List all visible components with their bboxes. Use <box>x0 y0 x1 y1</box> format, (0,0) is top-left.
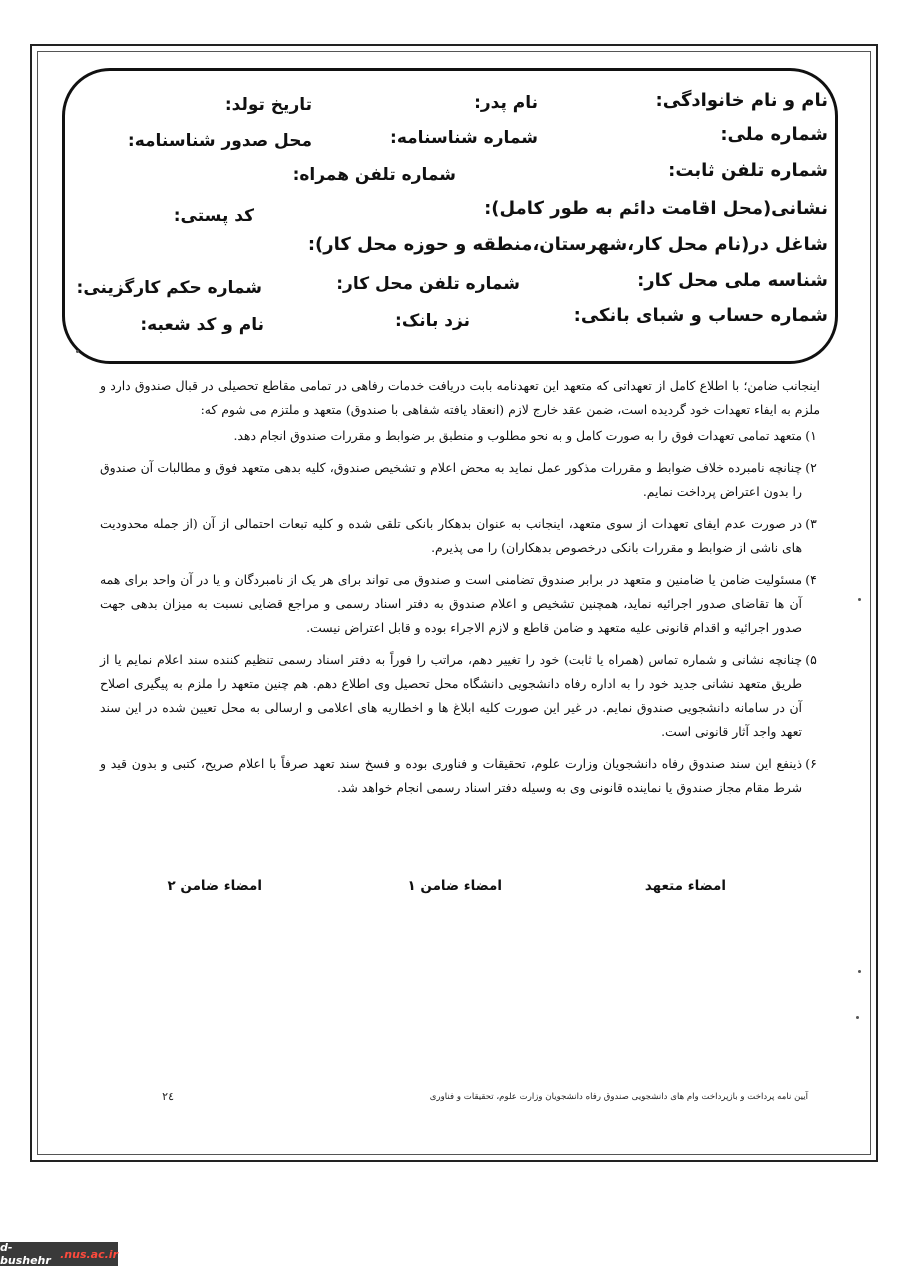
clause-number: ۴) <box>805 572 817 587</box>
footer-caption: آیین نامه پرداخت و بازپرداخت وام های دانشجویی صندوق رفاه دانشجویان وزارت علوم، تحقیقات و فناوری <box>429 1092 808 1102</box>
issue-place-label: محل صدور شناسنامه: <box>127 131 312 151</box>
clause-text: در صورت عدم ایفای تعهدات از سوی متعهد، اینجانب به عنوان بدهکار بانکی تلقی شده و کلیه تبعات احتمالی از آن (از جمله محدودیت های ناشی از ضوابط و مقررات بانکی درخصوص بدهکاران) را می پذیرم. <box>100 516 802 555</box>
scan-speck <box>856 1016 859 1019</box>
clause-6 <box>100 752 820 800</box>
mobile-label: شماره تلفن همراه: <box>292 165 456 185</box>
appointment-number-label: شماره حکم کارگزینی: <box>76 278 262 298</box>
clause-number: ۱) <box>805 428 817 443</box>
address-label: نشانی(محل اقامت دائم به طور کامل): <box>484 198 828 219</box>
clause-2 <box>100 456 820 504</box>
watermark-prefix: d-bushehr <box>0 1241 51 1267</box>
clause-text: چنانچه نامبرده خلاف ضوابط و مقررات مذکور عمل نماید به محض اعلام و تشخیص صندوق، کلیه بدهی متعهد فوق و مطالبات آن صندوق را بدون اعتراض پرداخت نمایم. <box>100 460 802 499</box>
birth-date-label: تاریخ تولد: <box>224 95 312 115</box>
watermark-domain: .nus.ac.ir <box>60 1247 118 1261</box>
clause-text: مسئولیت ضامن یا ضامنین و متعهد در برابر صندوق تضامنی است و صندوق می تواند برای هر یک از نامبردگان و یا در آن واحد برای همه آن ها تقاضای صدور اجرائیه نماید، همچنین تشخیص و اعلام صندوق به دفتر اسناد رسمی و مراجع قضایی نسبت به میزان بدهی جهت صدور اجرائیه و اقدام قانونی علیه متعهد و ضامن قاطع و لازم الاجراء بوده و قابل اعتراض نیست. <box>100 572 802 635</box>
clause-4 <box>100 568 820 640</box>
clause-text: متعهد تمامی تعهدات فوق را به صورت کامل و به نحو مطلوب و منطبق بر ضوابط و مقررات صندوق انجام دهد. <box>233 428 802 443</box>
branch-label: نام و کد شعبه: <box>140 315 264 335</box>
clause-5 <box>100 648 820 744</box>
clause-number: ۵) <box>805 652 817 667</box>
clause-number: ۳) <box>805 516 817 531</box>
guarantor2-signature-label: امضاء ضامن ۲ <box>167 878 262 894</box>
national-id-label: شماره ملی: <box>720 124 828 145</box>
clause-1 <box>100 424 820 448</box>
full-name-label: نام و نام خانوادگی: <box>655 90 828 111</box>
clause-text: چنانچه نشانی و شماره تماس (همراه یا ثابت) خود را تغییر دهم، مراتب را فوراً به دفتر اسناد رسمی تنظیم کننده سند اعلام نمایم یا از طریق متعهد نشانی جدید خود را به اداره رفاه دانشجویی دانشگاه محل تحصیل وی اطلاع دهم. هم چنین متعهد را ملزم به پیگیری اصلاح آن در سامانه دانشجویی صندوق نمایم. در غیر این صورت کلیه ابلاغ ها و اخطاریه های اعلامی و ارسالی به محل تعیین شده در این سند تعهد واجد آثار قانونی است. <box>100 652 802 739</box>
postal-code-label: کد پستی: <box>173 206 254 226</box>
obligor-signature-label: امضاء متعهد <box>644 878 726 894</box>
landline-label: شماره تلفن ثابت: <box>668 160 828 181</box>
clause-number: ۶) <box>805 756 817 771</box>
scan-speck <box>858 970 861 973</box>
id-number-label: شماره شناسنامه: <box>390 128 538 148</box>
site-watermark <box>0 1242 118 1266</box>
workplace-national-id-label: شناسه ملی محل کار: <box>637 270 828 291</box>
clause-text: ذینفع این سند صندوق رفاه دانشجویان وزارت علوم، تحقیقات و فناوری بوده و فسخ سند تعهد صرفاً با اعلام صریح، کتبی و بدون قید و شرط مقام مجاز صندوق یا نماینده قانونی وی به وسیله دفتر اسناد رسمی انجام خواهد شد. <box>100 756 802 795</box>
bank-label: نزد بانک: <box>395 311 470 331</box>
intro-paragraph: اینجانب ضامن؛ با اطلاع کامل از تعهداتی که متعهد این تعهدنامه بابت دریافت خدمات رفاهی در تمامی مقاطع تحصیلی در قبال صندوق دارد و ملزم به ایفاء تعهدات خود گردیده است، ضمن عقد خارج لازم (انعقاد یافته شفاهی با صندوق) متعهد و ملتزم می شوم که: <box>100 378 820 417</box>
guarantor1-signature-label: امضاء ضامن ۱ <box>407 878 502 894</box>
father-name-label: نام پدر: <box>474 93 538 113</box>
guarantor-commitment-text <box>100 374 820 808</box>
clause-3 <box>100 512 820 560</box>
scan-speck <box>76 350 79 353</box>
employment-label: شاغل در(نام محل کار،شهرستان،منطقه و حوزه محل کار): <box>307 234 828 255</box>
page-number: ۲٤ <box>162 1090 174 1103</box>
workplace-phone-label: شماره تلفن محل کار: <box>336 274 520 294</box>
clause-number: ۲) <box>805 460 817 475</box>
scan-speck <box>858 598 861 601</box>
bank-account-label: شماره حساب و شبای بانکی: <box>573 305 828 326</box>
